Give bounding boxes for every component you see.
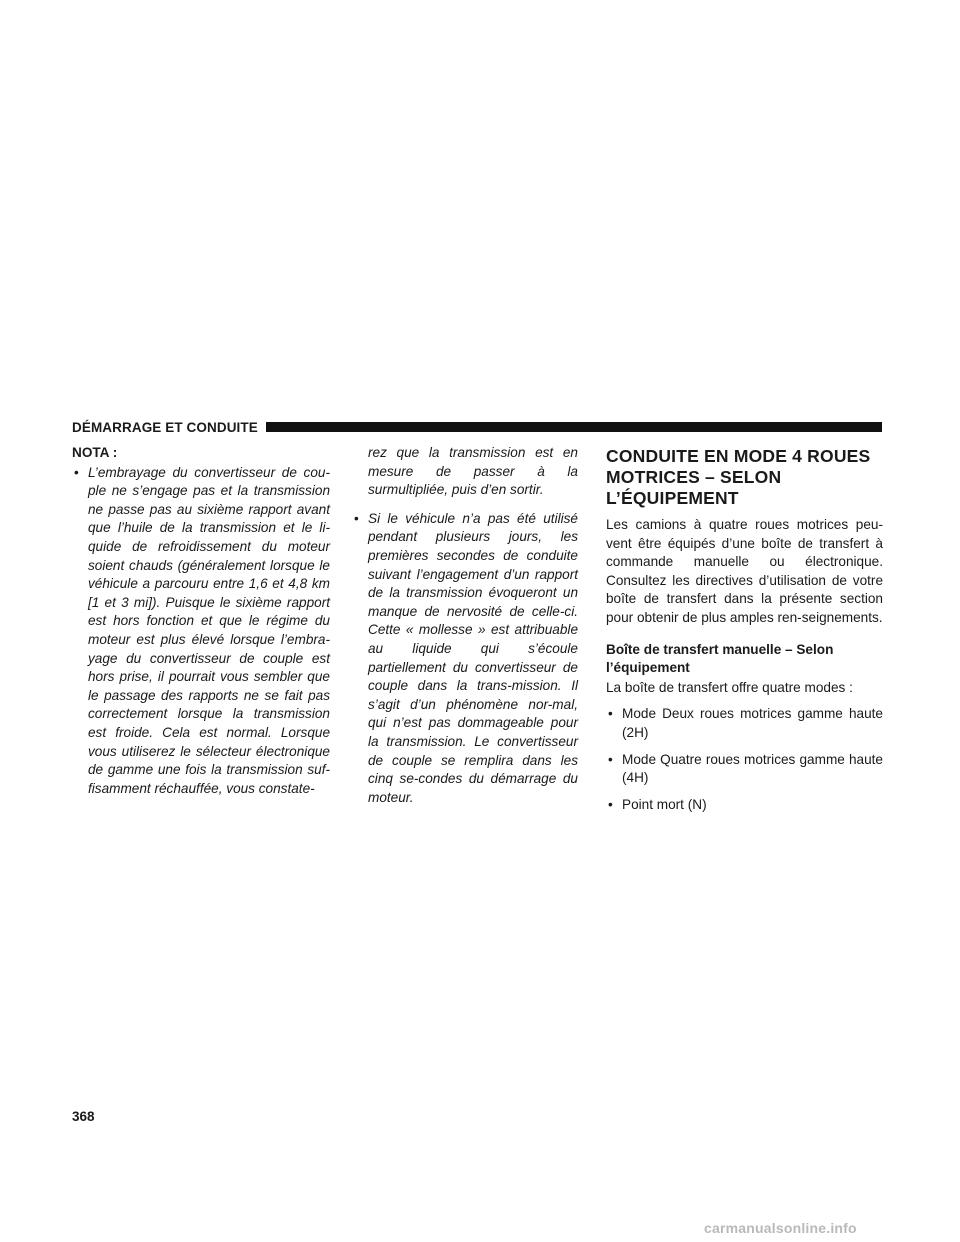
- note-bullet-1: [72, 464, 330, 799]
- section-heading-line-2: MOTRICES – SELON: [606, 467, 782, 487]
- modes-intro: La boîte de transfert offre quatre modes :: [606, 679, 853, 695]
- mode-item-text: Point mort (N): [622, 796, 707, 812]
- mode-item-text: Mode Quatre roues motrices gamme haute (4H): [622, 751, 883, 786]
- bullet-dot: •: [74, 464, 79, 480]
- watermark: carmanualsonline.info: [704, 1220, 857, 1236]
- column-left: [72, 444, 330, 798]
- mode-item: [606, 705, 883, 742]
- intro-paragraph: Les camions à quatre roues motrices peu-vent être équipés d’une boîte de transfert à commande manuelle ou électronique. Consultez les directives d’utilisation de votre boîte de transfert dans la présente section pour obtenir de plus amples ren-seignements.: [606, 517, 883, 625]
- running-header: [72, 418, 882, 436]
- bullet-dot: •: [608, 751, 613, 767]
- section-title: DÉMARRAGE ET CONDUITE: [72, 419, 258, 435]
- bullet-dot: •: [608, 706, 613, 722]
- bullet-dot: •: [608, 796, 613, 812]
- note-label: NOTA :: [72, 445, 118, 460]
- subheading-line-2: l’équipement: [606, 660, 690, 676]
- note-bullet-1-text: L’embrayage du convertisseur de cou-ple ne s’engage pas et la transmission ne passe pas au sixième rapport avant que l’huile de la transmission et le li-quide de refroidissement du moteur soient chauds (généralement lorsque le véhicule a parcouru entre 1,6 et 4,8 km [1 et 3 mi]). Puisque le sixième rapport est hors fonction et que le régime du moteur est plus élevé lorsque l’embra-yage du convertisseur de couple est hors prise, il pourrait vous sembler que le passage des rapports ne se fait pas correctement lorsque la transmission est froide. Cela est normal. Lorsque vous utiliserez le sélecteur électronique de gamme une fois la transmission suf-fisamment réchauffée, vous constate-: [88, 464, 330, 796]
- section-heading-line-1: CONDUITE EN MODE 4 ROUES: [606, 446, 871, 466]
- page-number: 368: [72, 1109, 95, 1124]
- column-right: [606, 444, 883, 814]
- mode-item: [606, 751, 883, 788]
- subheading-line-1: Boîte de transfert manuelle – Selon: [606, 641, 834, 657]
- note-bullet-1-continued: rez que la transmission est en mesure de passer à la surmultipliée, puis d’en sortir.: [368, 445, 578, 498]
- mode-item-text: Mode Deux roues motrices gamme haute (2H): [622, 706, 883, 740]
- header-rule: [266, 422, 882, 432]
- section-heading: [606, 446, 883, 509]
- bullet-dot: •: [354, 510, 359, 526]
- note-bullet-2-text: Si le véhicule n’a pas été utilisé pendant plusieurs jours, les premières secondes de conduite suivant l’engagement d’un rapport de la transmission évoqueront un manque de nervosité de celle-ci. Cette « mollesse » est attribuable au liquide qui s’écoule partiellement du convertisseur de couple dans la trans-mission. Il s’agit d’un phénomène nor-mal, qui n’est pas dommageable pour la transmission. Le convertisseur de couple se remplira dans les cinq se-condes du démarrage du moteur.: [368, 510, 578, 805]
- subheading: [606, 641, 883, 678]
- mode-item: [606, 796, 883, 815]
- note-bullet-2: [352, 510, 578, 808]
- section-heading-line-3: L’ÉQUIPEMENT: [606, 488, 739, 508]
- column-middle: [352, 444, 578, 807]
